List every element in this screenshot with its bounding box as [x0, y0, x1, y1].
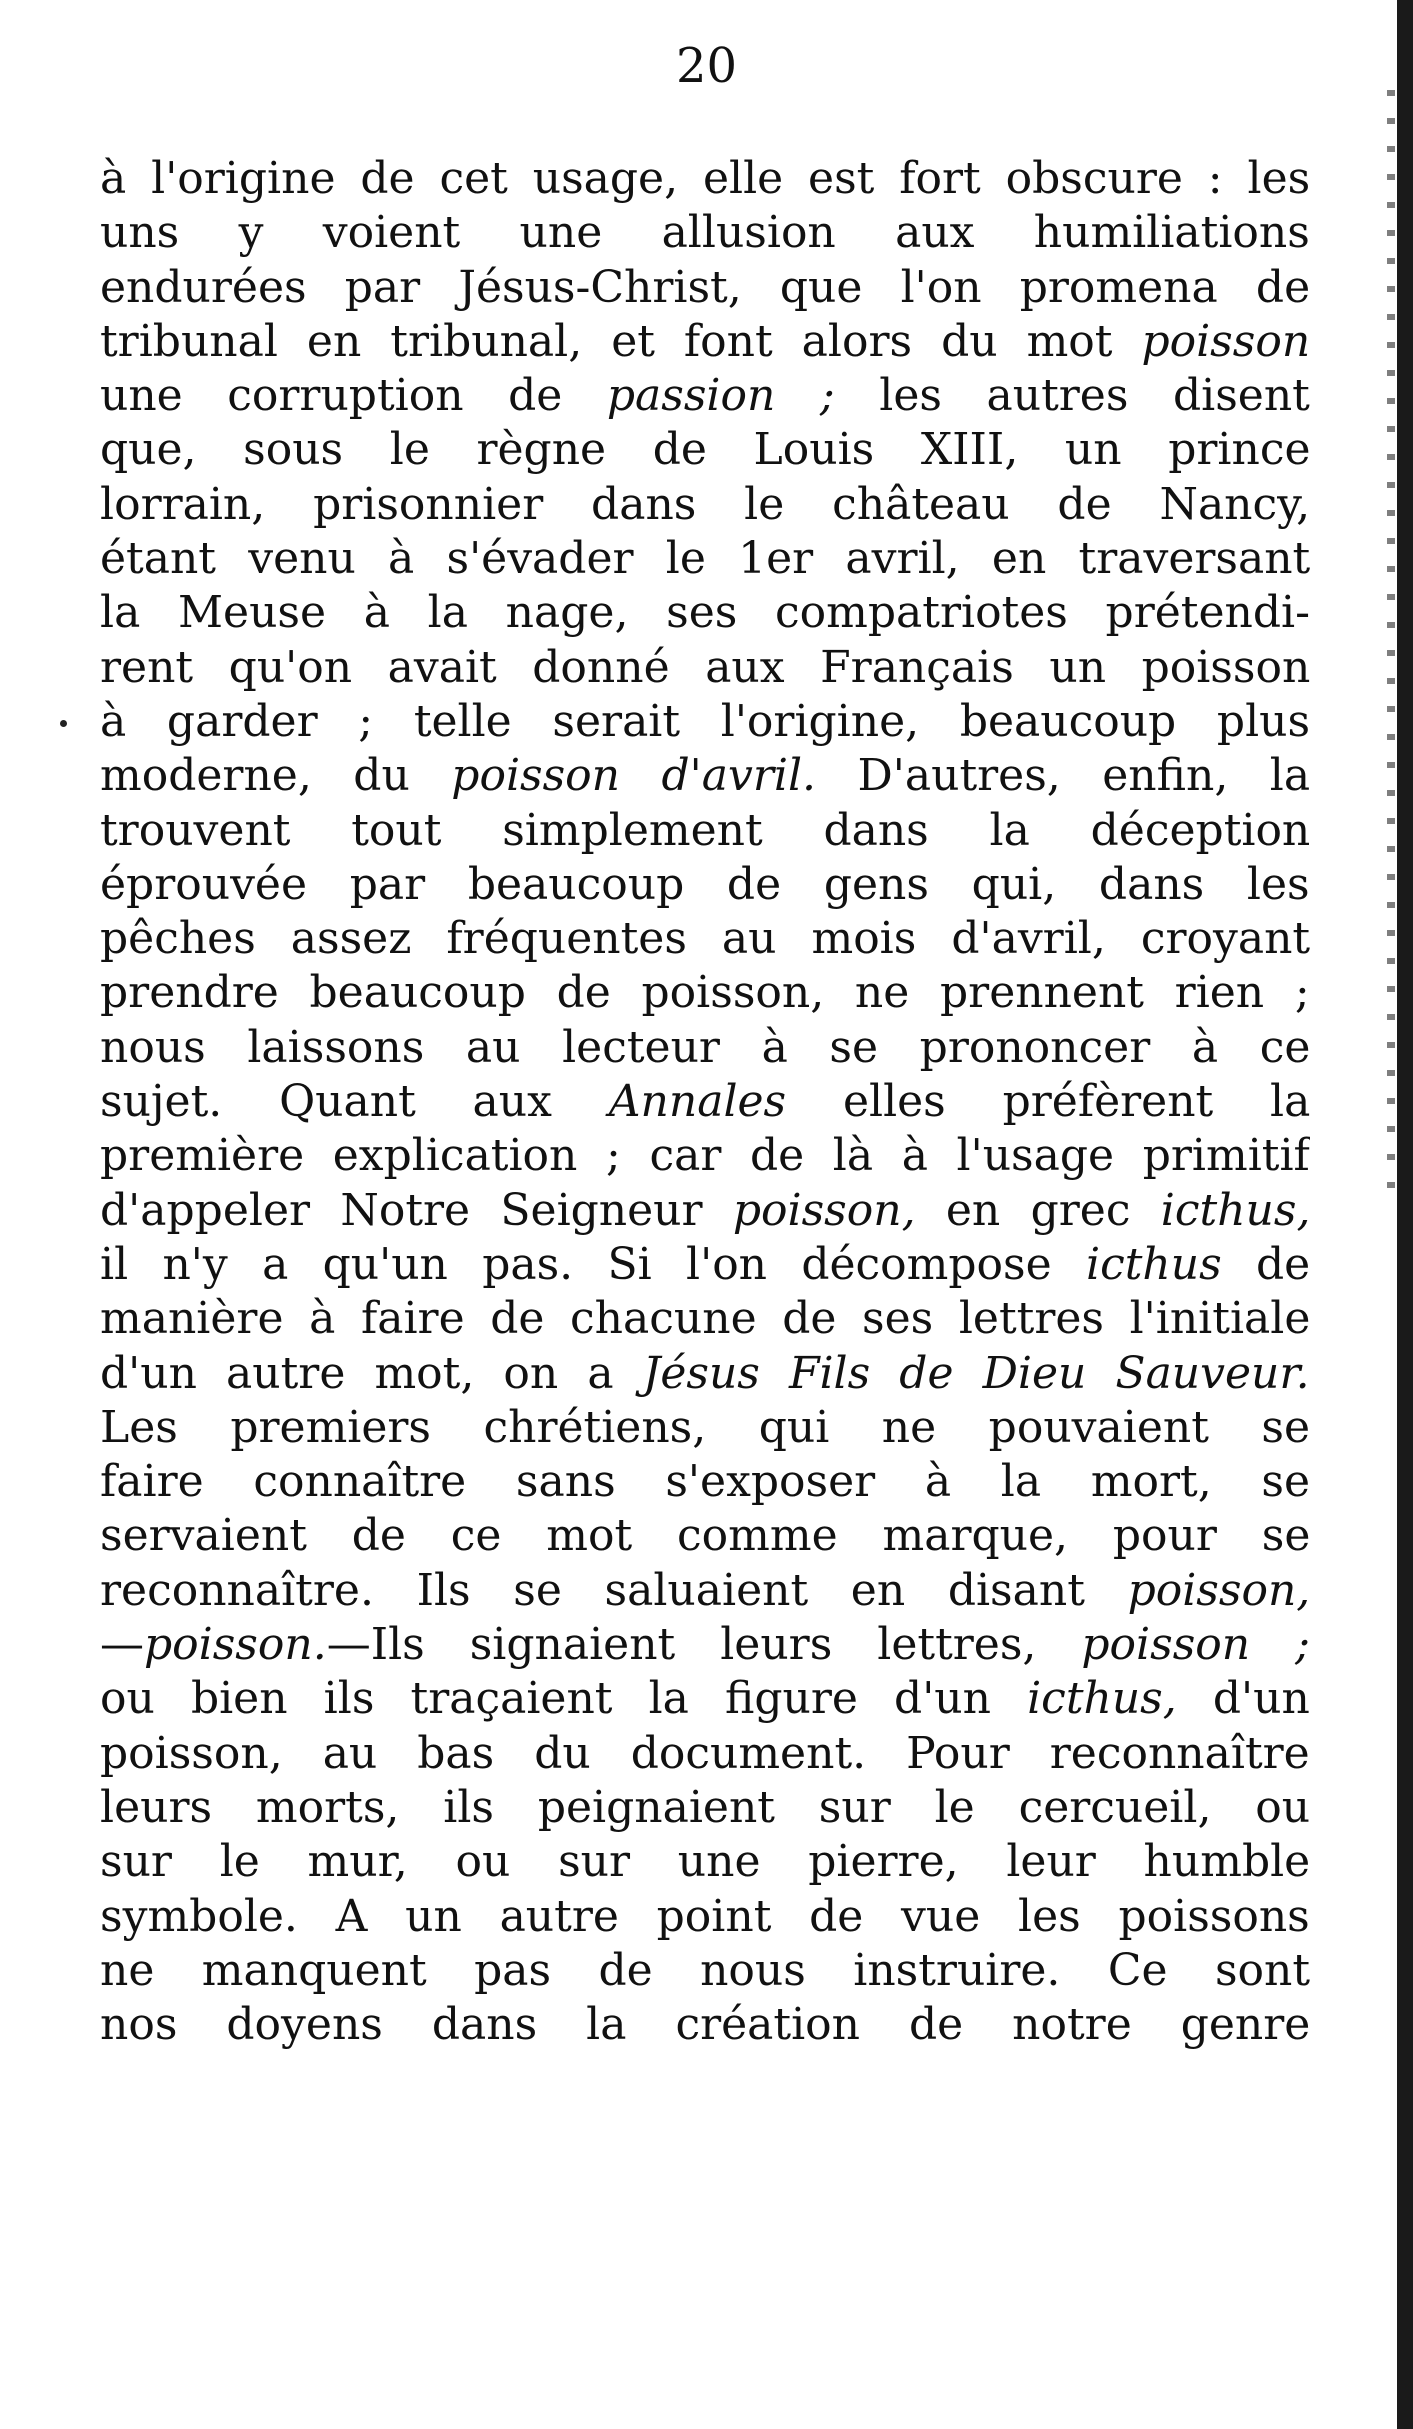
text-span: tribunal en tribunal, et font alors du mot: [100, 315, 1142, 367]
text-span: nos doyens dans la création de notre genre: [100, 1999, 1310, 2051]
text-line: [100, 858, 1310, 912]
text-line: [100, 1618, 1310, 1672]
text-span: ne manquent pas de nous instruire. Ce sont: [100, 1944, 1310, 1996]
text-span: D'autres, enfin, la: [816, 750, 1310, 802]
text-span: d'appeler Notre Seigneur: [100, 1184, 733, 1236]
text-line: [100, 423, 1310, 477]
italic-span: poisson.: [144, 1619, 327, 1671]
text-span: symbole. A un autre point de vue les poissons: [100, 1890, 1310, 1942]
text-span: il n'y a qu'un pas. Si l'on décompose: [100, 1238, 1086, 1290]
text-span: la Meuse à la nage, ses compatriotes prétendi-: [100, 587, 1310, 639]
text-span: les autres disent: [834, 370, 1310, 422]
text-span: —Ils signaient leurs lettres,: [326, 1619, 1082, 1671]
text-span: première explication ; car de là à l'usage primitif: [100, 1130, 1310, 1182]
italic-span: icthus,: [1027, 1673, 1177, 1725]
text-span: de: [1221, 1238, 1310, 1290]
text-line: [100, 206, 1310, 260]
text-line: [100, 1944, 1310, 1998]
text-span: servaient de ce mot comme marque, pour se: [100, 1510, 1310, 1562]
text-span: reconnaître. Ils se saluaient en disant: [100, 1564, 1128, 1616]
text-span: que, sous le règne de Louis XIII, un prince: [100, 424, 1310, 476]
text-line: [100, 1564, 1310, 1618]
text-span: lorrain, prisonnier dans le château de Nancy,: [100, 478, 1310, 530]
italic-span: icthus: [1086, 1238, 1222, 1290]
italic-span: Annales: [608, 1076, 787, 1128]
text-span: poisson, au bas du document. Pour reconnaître: [100, 1727, 1310, 1779]
text-span: trouvent tout simplement dans la déception: [100, 804, 1310, 856]
text-line: [100, 1238, 1310, 1292]
text-span: —: [100, 1619, 144, 1671]
text-span: une corruption de: [100, 370, 607, 422]
text-line: [100, 532, 1310, 586]
text-line: [100, 695, 1310, 749]
text-span: ou bien ils traçaient la figure d'un: [100, 1673, 1028, 1725]
text-line: [100, 1184, 1310, 1238]
text-line: [100, 586, 1310, 640]
text-span: rent qu'on avait donné aux Français un poisson: [100, 641, 1310, 693]
text-line: [100, 315, 1310, 369]
text-span: nous laissons au lecteur à se prononcer à ce: [100, 1021, 1310, 1073]
text-span: uns y voient une allusion aux humiliations: [100, 207, 1310, 259]
text-line: [100, 1890, 1310, 1944]
body-text: [100, 152, 1310, 2052]
text-span: étant venu à s'évader le 1er avril, en traversant: [100, 533, 1310, 585]
italic-span: poisson: [1141, 315, 1310, 367]
text-span: Les premiers chrétiens, qui ne pouvaient se: [100, 1401, 1310, 1453]
text-span: sur le mur, ou sur une pierre, leur humble: [100, 1836, 1310, 1888]
text-line: [100, 1292, 1310, 1346]
text-span: moderne, du: [100, 750, 452, 802]
text-line: [100, 749, 1310, 803]
text-span: endurées par Jésus-Christ, que l'on promena de: [100, 261, 1310, 313]
page-number: 20: [675, 38, 738, 94]
text-span: d'un autre mot, on a: [100, 1347, 643, 1399]
text-line: [100, 966, 1310, 1020]
text-line: [100, 912, 1310, 966]
italic-span: icthus,: [1160, 1184, 1310, 1236]
text-line: [100, 1075, 1310, 1129]
italic-span: poisson ;: [1081, 1619, 1310, 1671]
text-span: elles préfèrent la: [786, 1076, 1310, 1128]
italic-span: passion ;: [606, 370, 835, 422]
text-span: sujet. Quant aux: [100, 1076, 609, 1128]
text-line: [100, 369, 1310, 423]
text-span: prendre beaucoup de poisson, ne prennent rien ;: [100, 967, 1310, 1019]
text-line: [100, 1455, 1310, 1509]
text-line: [100, 1129, 1310, 1183]
text-span: manière à faire de chacune de ses lettres l'initiale: [100, 1293, 1310, 1345]
scan-edge-shadow: [1397, 0, 1413, 2429]
text-span: faire connaître sans s'exposer à la mort, se: [100, 1456, 1310, 1508]
italic-span: Jésus Fils de Dieu Sauveur.: [642, 1347, 1310, 1399]
text-line: [100, 1998, 1310, 2052]
text-line: [100, 1727, 1310, 1781]
text-span: éprouvée par beaucoup de gens qui, dans les: [100, 858, 1310, 910]
text-line: [100, 261, 1310, 315]
text-line: [100, 1509, 1310, 1563]
text-line: [100, 152, 1310, 206]
scan-edge-noise: [1387, 90, 1395, 1190]
text-line: [100, 478, 1310, 532]
text-span: à l'origine de cet usage, elle est fort obscure : les: [100, 153, 1310, 204]
text-line: [100, 1672, 1310, 1726]
text-line: [100, 1347, 1310, 1401]
text-line: [100, 1781, 1310, 1835]
text-span: leurs morts, ils peignaient sur le cercueil, ou: [100, 1781, 1310, 1833]
stray-mark: [60, 720, 67, 727]
italic-span: poisson,: [1127, 1564, 1310, 1616]
text-span: à garder ; telle serait l'origine, beaucoup plus: [100, 695, 1310, 747]
text-span: en grec: [915, 1184, 1161, 1236]
text-line: [100, 804, 1310, 858]
text-line: [100, 641, 1310, 695]
italic-span: poisson,: [732, 1184, 916, 1236]
text-line: [100, 1401, 1310, 1455]
text-span: pêches assez fréquentes au mois d'avril, croyant: [100, 913, 1310, 965]
text-line: [100, 1835, 1310, 1889]
text-span: d'un: [1176, 1673, 1310, 1725]
italic-span: poisson d'avril.: [451, 750, 817, 802]
text-line: [100, 1021, 1310, 1075]
